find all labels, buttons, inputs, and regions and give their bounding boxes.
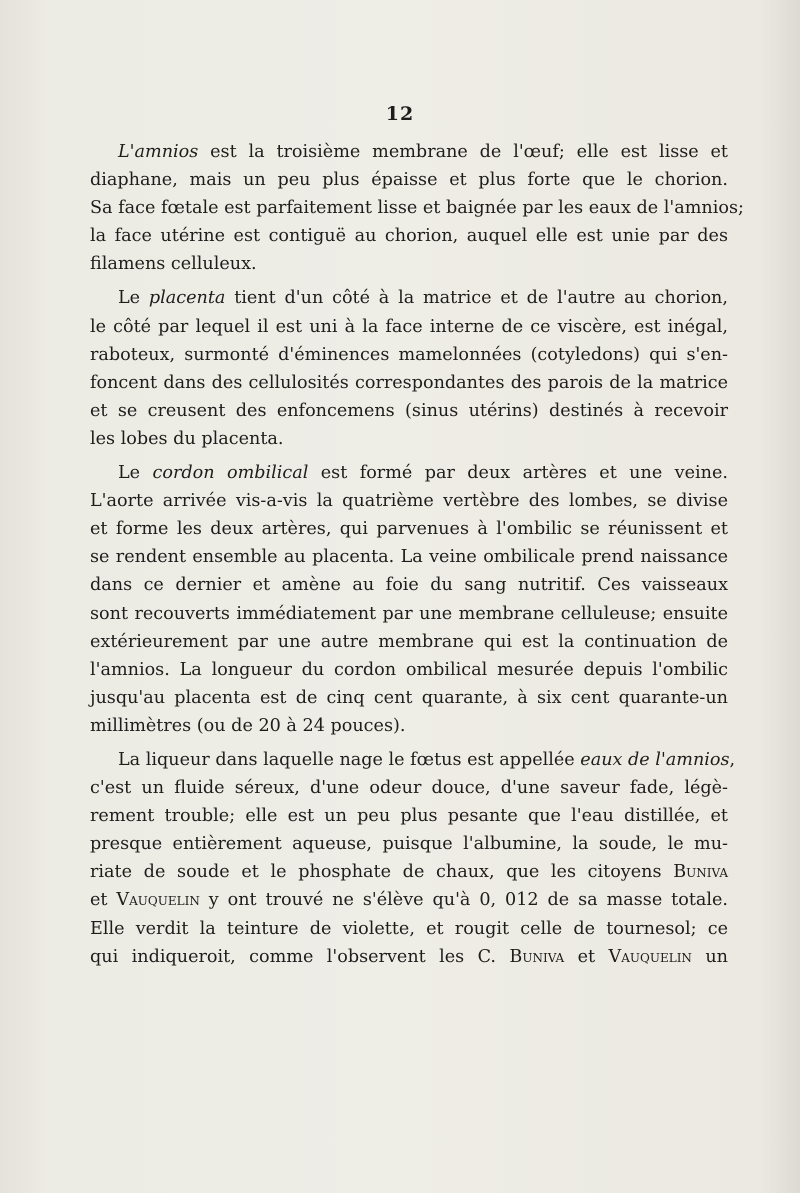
body-text [90, 138, 744, 971]
text-line: sont recouverts immédiatement par une membrane celluleuse; ensuite [90, 603, 728, 624]
text-line: diaphane, mais un peu plus épaisse et plus forte que le chorion. [90, 170, 728, 191]
text-line: et Vauquelin y ont trouvé ne s'élève qu'à 0, 012 de sa masse totale. [90, 890, 729, 911]
text-line: presque entièrement aqueuse, puisque l'albumine, la soude, le mu- [90, 834, 728, 855]
text-line: filamens celluleux. [90, 254, 257, 275]
text-line: l'amnios. La longueur du cordon ombilical mesurée depuis l'ombilic [90, 659, 728, 680]
text-line: dans ce dernier et amène au foie du sang nutritif. Ces vaisseaux [90, 575, 728, 596]
text-line: Le placenta tient d'un côté à la matrice et de l'autre au chorion, [118, 288, 728, 309]
text-line: L'aorte arrivée vis-a-vis la quatrième vertèbre des lombes, se divise [90, 491, 728, 512]
text-line: raboteux, surmonté d'éminences mamelonnées (cotyledons) qui s'en- [90, 344, 728, 365]
text-line: millimètres (ou de 20 à 24 pouces). [90, 715, 406, 736]
text-line: la face utérine est contiguë au chorion, auquel elle est unie par des [90, 226, 728, 247]
text-line: jusqu'au placenta est de cinq cent quarante, à six cent quarante-un [90, 687, 728, 708]
text-line: Sa face fœtale est parfaitement lisse et baignée par les eaux de l'amnios; [90, 198, 744, 219]
text-line: L'amnios est la troisième membrane de l'œuf; elle est lisse et [118, 142, 728, 162]
text-line: foncent dans des cellulosités correspondantes des parois de la matrice [90, 372, 728, 393]
text-line: et forme les deux artères, qui parvenues à l'ombilic se réunissent et [90, 519, 728, 540]
text-line: se rendent ensemble au placenta. La veine ombilicale prend naissance [90, 547, 728, 568]
text-line: le côté par lequel il est uni à la face interne de ce viscère, est inégal, [90, 316, 728, 337]
text-line: les lobes du placenta. [90, 428, 284, 449]
page-number: 12 [385, 103, 415, 125]
text-line: et se creusent des enfoncemens (sinus utérins) destinés à recevoir [90, 400, 728, 421]
text-line: Le cordon ombilical est formé par deux artères et une veine. [118, 463, 728, 484]
text-line: La liqueur dans laquelle nage le fœtus est appellée eaux de l'amnios, [118, 749, 736, 770]
text-line: extérieurement par une autre membrane qui est la continuation de [90, 631, 728, 652]
text-line: riate de soude et le phosphate de chaux, que les citoyens Buniva [90, 862, 728, 883]
text-line: qui indiqueroit, comme l'observent les C. Buniva et Vauquelin un [90, 946, 729, 967]
text-line: Elle verdit la teinture de violette, et rougit celle de tournesol; ce [90, 918, 728, 939]
text-line: c'est un fluide séreux, d'une odeur douce, d'une saveur fade, légè- [90, 778, 728, 799]
text-line: rement trouble; elle est un peu plus pesante que l'eau distillée, et [90, 806, 728, 827]
